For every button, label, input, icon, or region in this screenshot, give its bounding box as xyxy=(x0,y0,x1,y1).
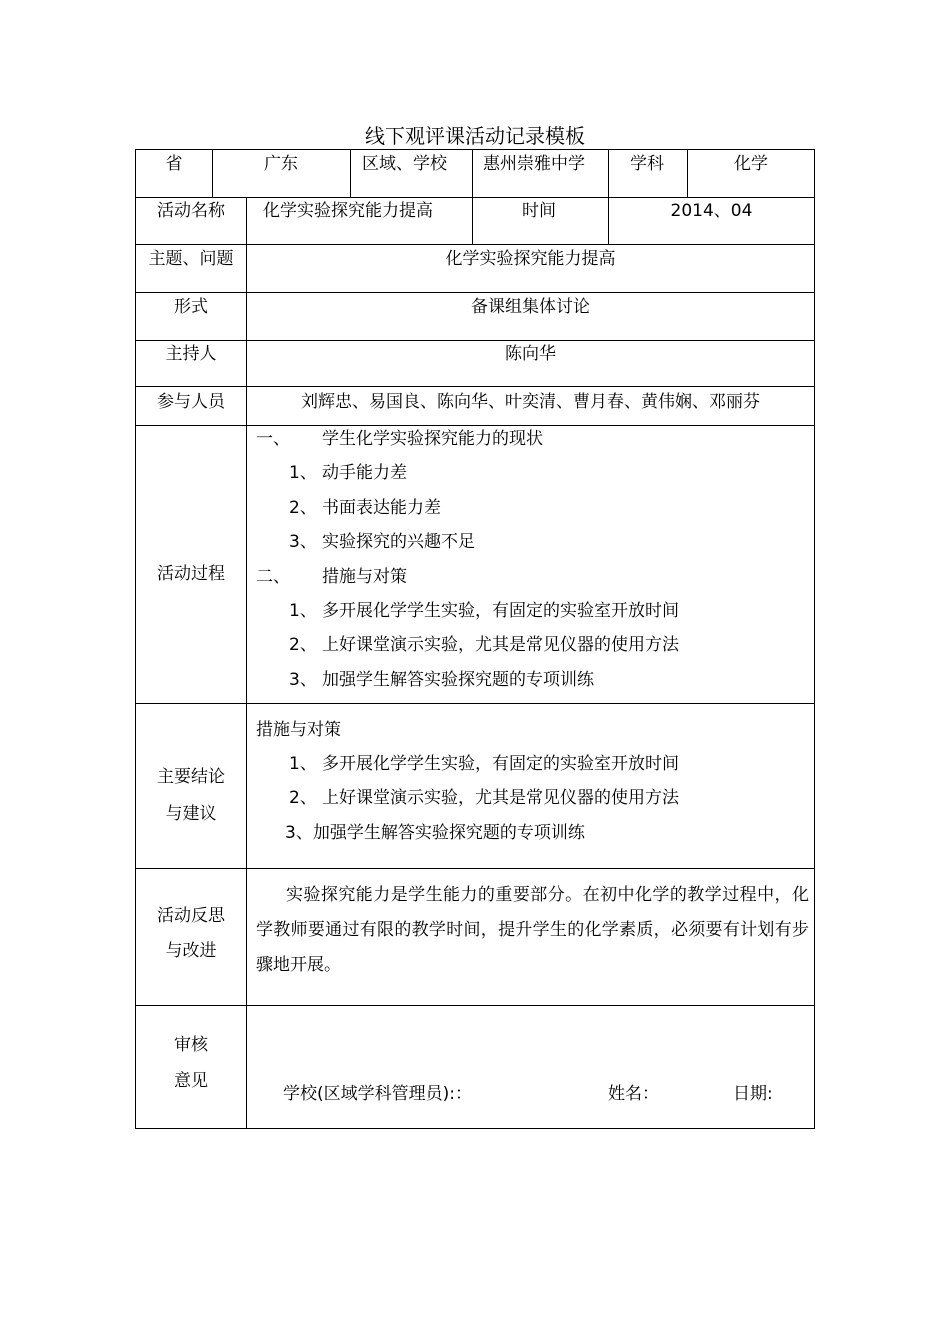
col-divider xyxy=(608,150,609,197)
participants-value: 刘辉忠、易国良、陈向华、叶奕清、曹月春、黄伟娴、邓丽芬 xyxy=(301,392,760,412)
province-label: 省 xyxy=(165,154,183,174)
process-text: 多开展化学学生实验，有固定的实验室开放时间 xyxy=(322,601,679,621)
school-label: 区域、学校 xyxy=(362,154,447,174)
review-date: 日期: xyxy=(733,1084,773,1104)
row-divider xyxy=(136,703,814,704)
process-text: 上好课堂演示实验，尤其是常见仪器的使用方法 xyxy=(322,635,679,655)
review-label-line1: 审核 xyxy=(174,1035,208,1055)
process-text: 学生化学实验探究能力的现状 xyxy=(322,429,543,449)
conclusion-num: 1、 xyxy=(289,754,317,774)
host-label: 主持人 xyxy=(165,344,217,364)
process-text: 加强学生解答实验探究题的专项训练 xyxy=(322,670,594,690)
conclusion-heading: 措施与对策 xyxy=(256,720,341,740)
conclusion-text: 多开展化学学生实验，有固定的实验室开放时间 xyxy=(322,754,679,774)
conclusion-num: 2、 xyxy=(289,788,317,808)
row-divider xyxy=(136,292,814,293)
row-divider xyxy=(136,425,814,426)
process-num: 2、 xyxy=(289,498,317,518)
process-num: 一、 xyxy=(256,429,290,449)
time-value: 2014、04 xyxy=(670,201,753,221)
col-divider xyxy=(472,150,473,197)
format-label: 形式 xyxy=(174,297,208,317)
row-divider xyxy=(136,340,814,341)
school-value: 惠州崇雅中学 xyxy=(483,154,585,174)
row-divider xyxy=(136,868,814,869)
subject-value: 化学 xyxy=(734,154,768,174)
process-label: 活动过程 xyxy=(157,564,225,584)
process-text: 实验探究的兴趣不足 xyxy=(322,532,475,552)
province-value: 广东 xyxy=(264,154,298,174)
reflection-label-line2: 与改进 xyxy=(165,941,217,961)
process-num: 1、 xyxy=(289,463,317,483)
process-num: 3、 xyxy=(289,532,317,552)
activity-name-label: 活动名称 xyxy=(157,201,225,221)
process-text: 书面表达能力差 xyxy=(322,498,441,518)
conclusion-label-line1: 主要结论 xyxy=(157,767,225,787)
review-school-admin: 学校(区域学科管理员):： xyxy=(283,1084,472,1104)
conclusion-text: 上好课堂演示实验，尤其是常见仪器的使用方法 xyxy=(322,788,679,808)
process-text: 措施与对策 xyxy=(322,567,407,587)
review-label-line2: 意见 xyxy=(174,1071,208,1091)
activity-name-value: 化学实验探究能力提高 xyxy=(263,201,433,221)
col-divider xyxy=(350,150,351,197)
time-label: 时间 xyxy=(522,201,556,221)
page-title: 线下观评课活动记录模板 xyxy=(365,124,585,148)
format-value: 备课组集体讨论 xyxy=(471,297,590,317)
process-num: 3、 xyxy=(289,670,317,690)
participants-label: 参与人员 xyxy=(157,392,225,412)
topic-label: 主题、问题 xyxy=(148,249,234,269)
conclusion-text: 3、加强学生解答实验探究题的专项训练 xyxy=(285,823,585,843)
process-num: 2、 xyxy=(289,635,317,655)
review-name: 姓名： xyxy=(608,1084,659,1104)
row-divider xyxy=(136,244,814,245)
row-divider xyxy=(136,1005,814,1006)
process-text: 动手能力差 xyxy=(322,463,407,483)
row-divider xyxy=(136,197,814,198)
topic-value: 化学实验探究能力提高 xyxy=(445,249,616,269)
conclusion-label-line2: 与建议 xyxy=(165,804,217,824)
col-divider xyxy=(246,197,247,1128)
host-value: 陈向华 xyxy=(505,344,556,364)
reflection-text: 实验探究能力是学生能力的重要部分。在初中化学的教学过程中，化学教师要通过有限的教学时间，提升学生的化学素质，必须要有计划有步骤地开展。 xyxy=(256,885,809,975)
process-num: 二、 xyxy=(256,567,290,587)
subject-label: 学科 xyxy=(630,154,664,174)
row-divider xyxy=(136,386,814,387)
process-num: 1、 xyxy=(289,601,317,621)
reflection-label-line1: 活动反思 xyxy=(157,906,225,926)
